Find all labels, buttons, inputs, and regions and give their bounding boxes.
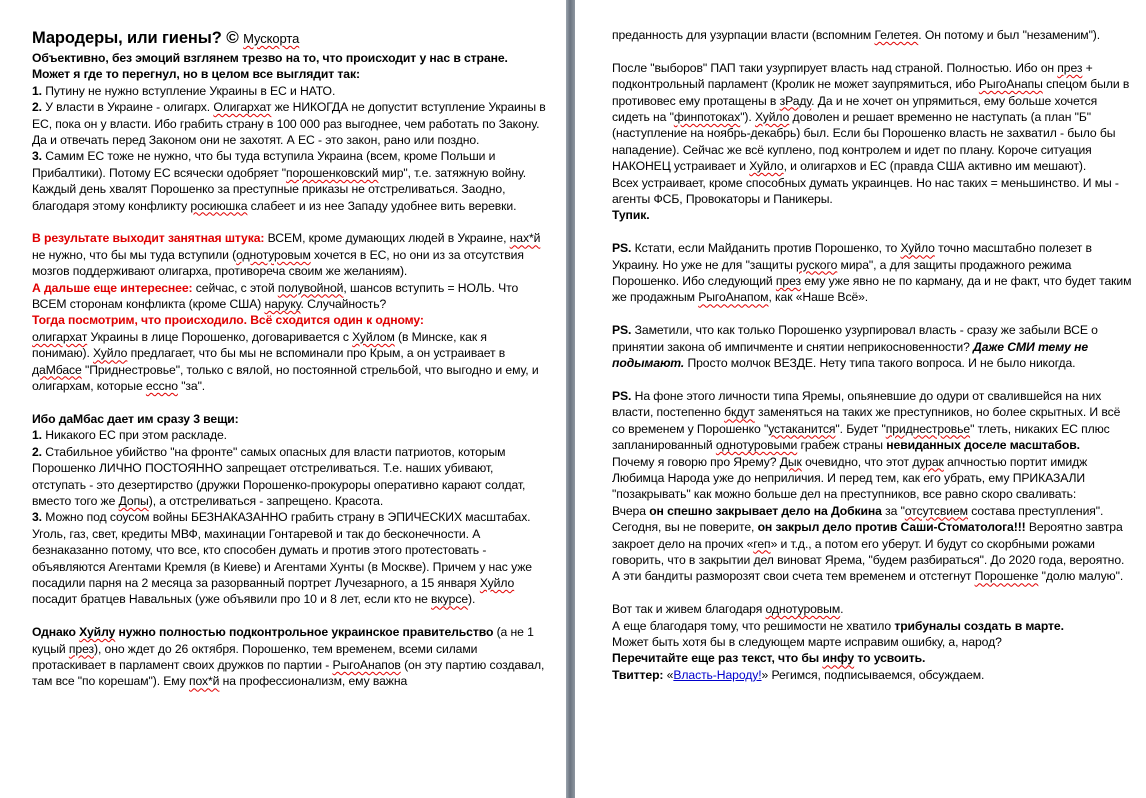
left-document-page bbox=[0, 0, 566, 798]
text-run: наруку bbox=[264, 297, 301, 312]
text-run: состава преступления". Сегодня, вы не поверите, bbox=[612, 503, 1104, 535]
text-run: PS. bbox=[612, 388, 632, 403]
copyright-sign: © bbox=[226, 28, 239, 47]
paragraph bbox=[612, 634, 1132, 650]
text-run: невиданных доселе масштабов. bbox=[886, 438, 1080, 453]
text-run: , шансов вступить = НОЛЬ. Что ВСЕМ сторонам конфликта (кроме США) bbox=[32, 280, 519, 312]
text-run: геп bbox=[753, 536, 771, 551]
text-run: Хуйлу bbox=[79, 625, 116, 640]
text-run: PS. bbox=[612, 241, 632, 256]
text-run: Тупик. bbox=[612, 208, 650, 223]
text-run: РыгоАнапы bbox=[978, 77, 1043, 92]
text-run: Хуйло bbox=[900, 241, 935, 256]
text-run: А еще благодаря тому, что решимости не хватило bbox=[612, 618, 895, 633]
text-run: В результате выходит занятная штука: bbox=[32, 231, 265, 246]
twitter-link[interactable]: Власть-Народу! bbox=[673, 667, 762, 682]
text-run: Вчера bbox=[612, 503, 650, 518]
text-run: (в Минске, как я понимаю). bbox=[32, 329, 487, 361]
text-run: Стабильное убийство "на фронте" самых опасных для власти патриотов, которым Порошенко ЛИЧНО ПОСТОЯННО запрещает отстреливаться. Т.е. наших убивают, отступать - это дезертирство (дружки Порошенко-прокуроры оперативно карают солдат, вместо того же bbox=[32, 444, 526, 508]
text-run: през bbox=[775, 274, 801, 289]
text-run: 2. bbox=[32, 444, 42, 459]
text-run: предлагает, что бы мы не вспоминали про Крым, а он устраивает в bbox=[127, 346, 506, 361]
paragraph bbox=[612, 454, 1132, 503]
text-run: . Случайность? bbox=[300, 297, 387, 312]
paragraph bbox=[32, 148, 547, 214]
text-run: ессно bbox=[145, 379, 178, 394]
text-run: , и олигархов и ЕС (правда США активно им мешают). bbox=[783, 159, 1087, 174]
text-run: » и т.д., а потом его уберут. И будут со скорбными рожами говорить, что в закрытии дел виноват Ярема, "будем разбираться". До 2020 года, вероятно. А эти бандиты разморозят свои счета тем временем и отстегнут bbox=[612, 536, 1125, 584]
text-run: даМбасе bbox=[32, 362, 82, 377]
text-run: РыгоАнапов bbox=[332, 657, 401, 672]
text-run: през bbox=[1057, 60, 1083, 75]
text-run: точно масштабно полезет в Украину. Но уже не для "защиты bbox=[612, 241, 1092, 272]
text-run: 1. bbox=[32, 83, 42, 98]
text-run: Ибо даМбас дает им сразу 3 вещи: bbox=[32, 411, 239, 426]
text-run: финпотоках bbox=[673, 110, 741, 125]
text-run: дурак bbox=[912, 454, 944, 469]
text-run: Никакого ЕС при этом раскладе. bbox=[41, 428, 227, 443]
text-run: « bbox=[663, 667, 674, 682]
left-body-text bbox=[32, 50, 547, 690]
text-run: руского bbox=[796, 257, 838, 272]
text-run: инфу bbox=[822, 651, 855, 666]
paragraph bbox=[612, 503, 1132, 585]
paragraph bbox=[32, 83, 547, 99]
text-run: трибуналы создать в марте. bbox=[894, 618, 1064, 633]
text-run: "Приднестровье", только с вялой, но постоянной стрельбой, что выгодно и ему, и олигархам, которые bbox=[32, 362, 539, 394]
text-run: однотуровым bbox=[236, 247, 311, 262]
paragraph bbox=[32, 99, 547, 148]
text-run: Порошенке bbox=[974, 569, 1039, 584]
text-run: Можно под соусом войны БЕЗНАКАЗАННО грабить страну в ЭПИЧЕСКИХ масштабах. Уголь, газ, свет, кредиты МВФ, махинации Гонтаревой и так до бесконечности. А безнаказанно потому, что все, кто способен думать и против этого протестовать - объявляются Агентами Кремля (в Киеве) и Агентами Хунты (в Москве). Причем у нас уже посадили парня на 2 месяца за разорванный портрет Лучезарного, а 15 января bbox=[32, 510, 532, 590]
text-run: Может быть хотя бы в следующем марте исправим ошибку, а, народ? bbox=[612, 634, 1002, 649]
text-run: Однако bbox=[32, 625, 80, 640]
paragraph bbox=[612, 207, 1132, 223]
text-run: же НИКОГДА не допустит вступление Украины в ЕС, пока он у власти. Ибо грабить страну в 100 000 раз выгоднее, чем работать по Закону. Да и отвечать перед Законом они не захотят. А ЕС - это закон, рано или поздно. bbox=[32, 100, 546, 148]
text-run: он закрыл дело против Саши-Стоматолога!!! bbox=[757, 520, 1026, 535]
text-run: Перечитайте еще раз текст, что бы bbox=[612, 651, 823, 666]
text-run: отсутсвием bbox=[904, 503, 968, 518]
article-title-line bbox=[32, 27, 547, 49]
text-run: "). bbox=[740, 110, 755, 125]
text-run: пох*й bbox=[189, 674, 220, 689]
author-name: Мускорта bbox=[243, 31, 300, 46]
text-run: Хуйло bbox=[93, 346, 128, 361]
paragraph bbox=[612, 667, 1132, 683]
text-run: 3. bbox=[32, 149, 42, 164]
text-run: Самим ЕС тоже не нужно, что бы туда вступила Украина (всем, кроме Польши и Прибалтики). Потому ЕС всячески одобряет " bbox=[32, 149, 496, 180]
text-run: порошенковский bbox=[285, 165, 379, 180]
text-run: вкурсе bbox=[431, 592, 468, 607]
text-run: полувойной bbox=[277, 280, 344, 295]
paragraph bbox=[612, 175, 1132, 208]
paragraph bbox=[612, 388, 1132, 454]
text-run: хочется в ЕС, но они из за отсутствия мозгов поддерживают олигарха, противореча своим же желаниям). bbox=[32, 247, 524, 279]
text-run: спецом были в противовес ему протащены в bbox=[612, 77, 1130, 108]
text-run: + подконтрольный парламент (Кролик не может заупрямиться, ибо bbox=[612, 60, 1093, 92]
text-run: У власти в Украине - олигарх. bbox=[41, 100, 214, 115]
text-run: Хуйло bbox=[749, 159, 784, 174]
text-run: Почему я говорю про Ярему? bbox=[612, 454, 780, 469]
text-run: 1. bbox=[32, 428, 42, 443]
text-run: (а не 1 куцый bbox=[32, 625, 534, 656]
text-run: нах*й bbox=[509, 231, 541, 246]
text-run: не нужно, что бы мы туда вступили ( bbox=[32, 247, 237, 262]
paragraph bbox=[32, 624, 547, 690]
text-run: А дальше еще интереснее: bbox=[32, 280, 193, 295]
paragraph bbox=[32, 411, 547, 427]
text-run: нужно полностью подконтрольное украинское правительство bbox=[115, 625, 494, 640]
text-run: олигархат bbox=[32, 329, 88, 344]
text-run: ВСЕМ, кроме думающих людей в Украине, bbox=[264, 231, 510, 246]
text-run: грабеж страны bbox=[797, 438, 887, 453]
text-run: Вероятно завтра закроет дело на прочих « bbox=[612, 520, 1123, 551]
text-run: устаканится bbox=[768, 421, 836, 436]
text-run: на профессионализм, ему важна bbox=[219, 674, 408, 689]
text-run: ), а отстреливаться - запрещено. Красота. bbox=[148, 493, 384, 508]
text-run: РыгоАнапом bbox=[698, 290, 769, 305]
text-run: Всех устраивает, кроме способных думать украинцев. Но нас таких = меньшинство. И мы - агенты ФСБ, Провокаторы и Паникеры. bbox=[612, 175, 1119, 207]
text-run: Просто молчок ВЕЗДЕ. Нету типа такого вопроса. И не было никогда. bbox=[684, 356, 1076, 371]
text-run: Тогда посмотрим, что происходило. Всё сходится один к одному: bbox=[32, 313, 424, 328]
text-run: (он эту партию создавал, там все "по корешам"). Ему bbox=[32, 657, 545, 689]
text-run: очевидно, что этот bbox=[801, 454, 913, 469]
text-run: 3. bbox=[32, 510, 42, 525]
text-run: Олигархат bbox=[213, 100, 272, 115]
paragraph bbox=[612, 322, 1132, 371]
text-run: PS. bbox=[612, 323, 632, 338]
text-run: Заметили, что как только Порошенко узурпировал власть - сразу же забыли ВСЕ о принятии закона об импичменте и снятии неприкосновенности? bbox=[612, 323, 1098, 354]
paragraph bbox=[612, 27, 1132, 43]
text-run: он спешно закрывает дело на Добкина bbox=[649, 503, 882, 518]
text-run: Хуйло bbox=[479, 575, 515, 590]
paragraph bbox=[32, 312, 547, 328]
left-text-column bbox=[32, 27, 547, 690]
text-run: . Он потому и был "незаменим"). bbox=[918, 28, 1101, 42]
text-run: Кстати, если Майданить против Порошенко, то bbox=[631, 241, 901, 256]
paragraph bbox=[32, 427, 547, 443]
text-run: "долю малую". bbox=[1038, 569, 1124, 584]
text-run: Вот так и живем благодаря bbox=[612, 602, 766, 617]
text-run: посадит братцев Навальных (уже объявили про 10 и 8 лет, если кто не bbox=[32, 592, 432, 607]
text-run: през bbox=[68, 641, 94, 656]
text-run: приднестровье bbox=[885, 421, 971, 436]
text-run: бкдут bbox=[724, 405, 755, 420]
paragraph bbox=[32, 280, 547, 313]
text-run: . Да и не хочет он упрямиться, ему больше хочется сидеть на " bbox=[612, 93, 1098, 125]
text-run: Даже СМИ тему не подымают. bbox=[612, 339, 1089, 371]
paragraph bbox=[32, 509, 547, 607]
right-text-column bbox=[612, 27, 1132, 683]
text-run: Объективно, без эмоций взглянем трезво на то, что происходит у нас в стране. Может я где то перегнул, но в целом все выглядит так: bbox=[32, 51, 508, 82]
text-run: , как «Наше Всё». bbox=[768, 290, 869, 305]
text-run: однотуровым bbox=[765, 602, 841, 617]
text-run: ". Будет " bbox=[835, 421, 886, 436]
text-run: слабеет и из нее Западу удобнее вить веревки. bbox=[247, 198, 517, 213]
text-run: то усвоить. bbox=[854, 651, 926, 666]
text-run: росиюшка bbox=[190, 198, 248, 213]
text-run: Допы bbox=[118, 493, 149, 508]
text-run: 2. bbox=[32, 100, 42, 115]
text-run: Украины в лице Порошенко, договаривается с bbox=[87, 329, 353, 344]
right-document-page bbox=[575, 0, 1146, 798]
text-run: Гелетея bbox=[874, 28, 919, 42]
text-run: . bbox=[840, 602, 844, 617]
paragraph bbox=[612, 618, 1132, 634]
page-divider bbox=[566, 0, 575, 798]
paragraph bbox=[32, 50, 547, 83]
paragraph bbox=[612, 60, 1132, 175]
text-run: мира", а для защиты продажного режима Порошенко. Ибо следующий bbox=[612, 257, 1072, 289]
article-title: Мародеры, или гиены? bbox=[32, 29, 222, 47]
text-run: На фоне этого личности типа Яремы, опьяневшие до одури от свалившейся на них власти, постепенно bbox=[612, 388, 1102, 420]
text-run: заменяться на таких же преступников, но более скрытных. И всё со временем у Порошенко " bbox=[612, 405, 1121, 436]
text-run: Путину не нужно вступление Украины в ЕС и НАТО. bbox=[41, 83, 336, 98]
text-run: преданность для узурпации власти (вспомним bbox=[612, 28, 875, 42]
text-run: " тлеть, никаких ЕС плюс запланированный bbox=[612, 421, 1110, 453]
text-run: "за". bbox=[177, 379, 206, 394]
text-run: Хуйло bbox=[754, 110, 790, 125]
text-run: Твиттер: bbox=[612, 667, 664, 682]
right-body-text bbox=[612, 27, 1132, 683]
text-run: После "выборов" ПАП таки узурпирует власть над страной. Полностью. Ибо он bbox=[612, 60, 1058, 75]
text-run: мир", т.е. затяжную войну. Каждый день хвалят Порошенко за преступные приказы не отстреливаться. Заодно, благодаря этому конфликту bbox=[32, 165, 527, 213]
paragraph bbox=[32, 329, 547, 395]
text-run: однотуровыми bbox=[715, 438, 798, 453]
text-run: Дык bbox=[779, 454, 802, 469]
text-run: ему уже явно не по карману, да и не факт, что будет таким же продажным bbox=[612, 274, 1132, 305]
text-run: » Регимся, подписываемся, обсуждаем. bbox=[761, 667, 985, 682]
paragraph bbox=[32, 230, 547, 279]
text-run: доволен и решает временно не наступать (а план "Б" (наступление на ноябрь-декабрь) был. Если бы Порошенко власть не захватил - было бы нападение). Сейчас же всё куплено, под контролем и идет по плану. Короче ситуация НАКОНЕЦ устраивает и bbox=[612, 110, 1116, 174]
text-run: ). bbox=[468, 592, 476, 607]
text-run: Хуйлом bbox=[352, 329, 395, 344]
text-run: за " bbox=[881, 503, 905, 518]
paragraph bbox=[32, 444, 547, 510]
paragraph bbox=[612, 601, 1132, 617]
text-run: апчностью портит имидж Любимца Народа уже до неприличия. И перед тем, как его убрать, ему ПРИКАЗАЛИ "позакрывать" как можно больше дел на преступников, все равно скоро сваливать: bbox=[612, 454, 1088, 502]
text-run: ), оно ждет до 26 октября. Порошенко, тем временем, всеми силами протаскивает в парламент своих дружков по партии - bbox=[32, 641, 478, 672]
paragraph bbox=[612, 650, 1132, 666]
paragraph bbox=[612, 240, 1132, 306]
text-run: зРаду bbox=[779, 93, 812, 108]
text-run: сейчас, с этой bbox=[192, 280, 278, 295]
